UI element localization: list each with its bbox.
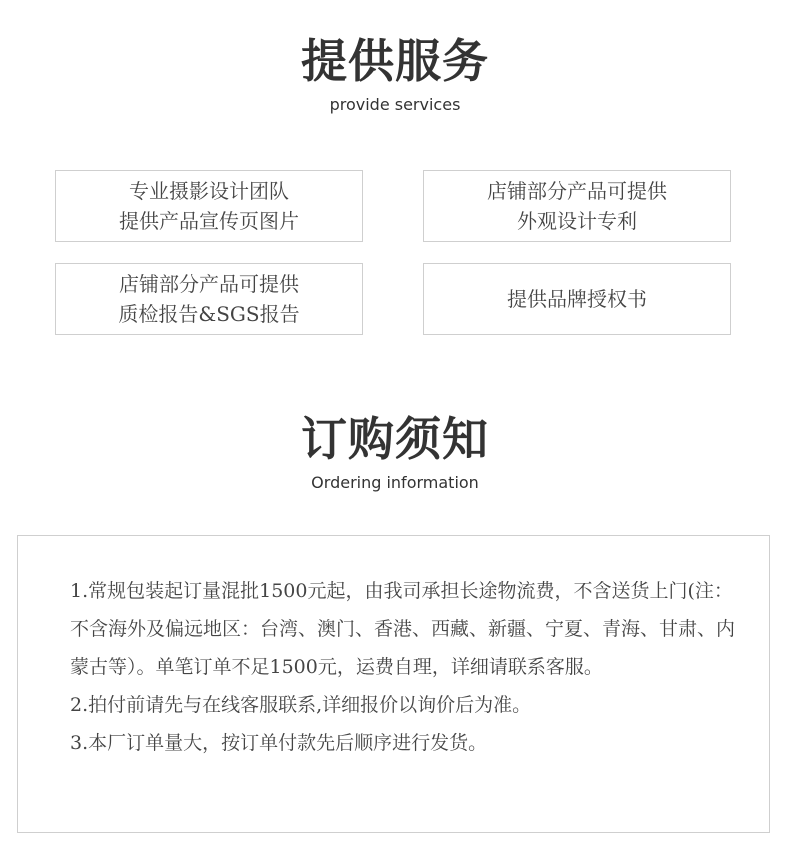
service-card-line: 提供产品宣传页图片 — [119, 209, 299, 233]
service-card-quality-report — [55, 263, 363, 335]
service-card-line: 店铺部分产品可提供 — [119, 272, 299, 296]
service-card-line: 外观设计专利 — [517, 209, 637, 233]
ordering-subtitle: Ordering information — [311, 473, 479, 492]
service-card-line: 质检报告&SGS报告 — [118, 302, 300, 326]
service-card-brand-authorization — [423, 263, 731, 335]
ordering-info-list — [70, 572, 740, 762]
service-card-design-patent — [423, 170, 731, 242]
service-card-line: 提供品牌授权书 — [507, 287, 647, 311]
service-card-line: 店铺部分产品可提供 — [487, 179, 667, 203]
ordering-paragraph: 1.常规包装起订量混批1500元起，由我司承担长途物流费，不含送货上门(注：不含海外及偏远地区：台湾、澳门、香港、西藏、新疆、宁夏、青海、甘肃、内蒙古等）。单笔订单不足1500元，运费自理，详细请联系客服。 — [70, 580, 736, 678]
ordering-paragraph: 3.本厂订单量大，按订单付款先后顺序进行发货。 — [70, 732, 488, 754]
ordering-title: 订购须知 — [301, 412, 489, 466]
services-subtitle: provide services — [329, 95, 461, 114]
ordering-paragraph: 2.拍付前请先与在线客服联系,详细报价以询价后为准。 — [70, 694, 532, 716]
services-title: 提供服务 — [301, 34, 489, 88]
service-card-photography — [55, 170, 363, 242]
service-card-line: 专业摄影设计团队 — [129, 179, 289, 203]
